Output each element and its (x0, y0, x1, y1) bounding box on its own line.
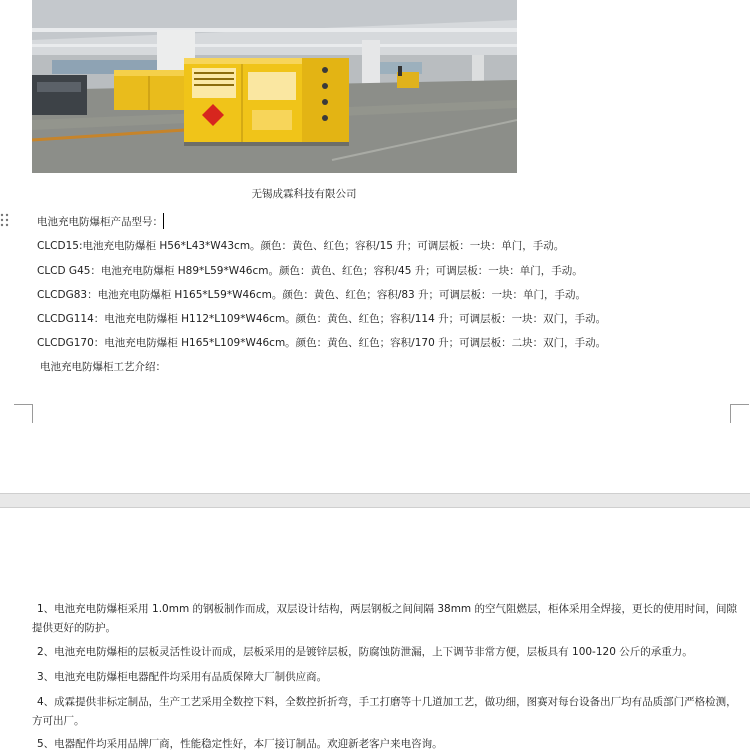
process-paragraph-2[interactable]: 2、电池充电防爆柜的层板灵活性设计而成，层板采用的是镀锌层板，防腐蚀防泄漏，上下调节非常方便，层板具有 100-120 公斤的承重力。 (37, 646, 693, 658)
document-page-2 (0, 508, 750, 750)
process-paragraph-4-line-1[interactable]: 4、成霖提供非标定制品，生产工艺采用全数控下料，全数控折折弯，手工打磨等十几道加工艺，做功细，图赛对每台设备出厂均有品质部门严格检测， (37, 696, 737, 708)
process-paragraph-3[interactable]: 3、电池充电防爆柜电器配件均采用有品质保障大厂制供应商。 (37, 671, 328, 683)
process-paragraph-1-line-2[interactable]: 提供更好的防护。 (32, 622, 116, 634)
model-line-clcdg45[interactable]: CLCD G45：电池充电防爆柜 H89*L59*W46cm。颜色：黄色、红色；容积/45 升；可调层板：一块：单门，手动。 (37, 265, 583, 277)
text-cursor (163, 213, 164, 229)
model-line-clcdg83[interactable]: CLCDG83：电池充电防爆柜 H165*L59*W46cm。颜色：黄色、红色；容积/83 升；可调层板：一块：单门，手动。 (37, 289, 587, 301)
page-margin-marker-right (730, 404, 749, 423)
model-line-clcd15[interactable]: CLCD15:电池充电防爆柜 H56*L43*W43cm。颜色：黄色、红色；容积/15 升；可调层板：一块：单门，手动。 (37, 240, 565, 252)
process-paragraph-1-line-1[interactable]: 1、电池充电防爆柜采用 1.0mm 的钢板制作而成，双层设计结构，两层钢板之间间隔 38mm 的空气阻燃层，柜体采用全焊接，更长的使用时间，间隙 (37, 603, 738, 615)
model-line-clcdg114[interactable]: CLCDG114：电池充电防爆柜 H112*L109*W46cm。颜色：黄色、红色；容积/114 升；可调层板：一块：双门，手动。 (37, 313, 607, 325)
models-heading[interactable]: 电池充电防爆柜产品型号： (37, 216, 163, 228)
photo-caption: 无锡成霖科技有限公司 (251, 188, 357, 200)
drag-handle-icon[interactable] (0, 212, 10, 228)
page-break-gap (0, 493, 750, 508)
process-paragraph-4-line-2[interactable]: 方可出厂。 (32, 715, 85, 727)
page-margin-marker-left (14, 404, 33, 423)
model-line-clcdg170[interactable]: CLCDG170：电池充电防爆柜 H165*L109*W46cm。颜色：黄色、红色；容积/170 升；可调层板：二块：双门，手动。 (37, 337, 607, 349)
cabinet-scene-illustration (32, 0, 517, 173)
product-photo[interactable] (32, 0, 517, 173)
process-paragraph-5[interactable]: 5、电器配件均采用品牌厂商，性能稳定性好，本厂接订制品。欢迎新老客户来电咨询。 (37, 738, 443, 750)
process-heading[interactable]: 电池充电防爆柜工艺介绍： (40, 361, 166, 373)
